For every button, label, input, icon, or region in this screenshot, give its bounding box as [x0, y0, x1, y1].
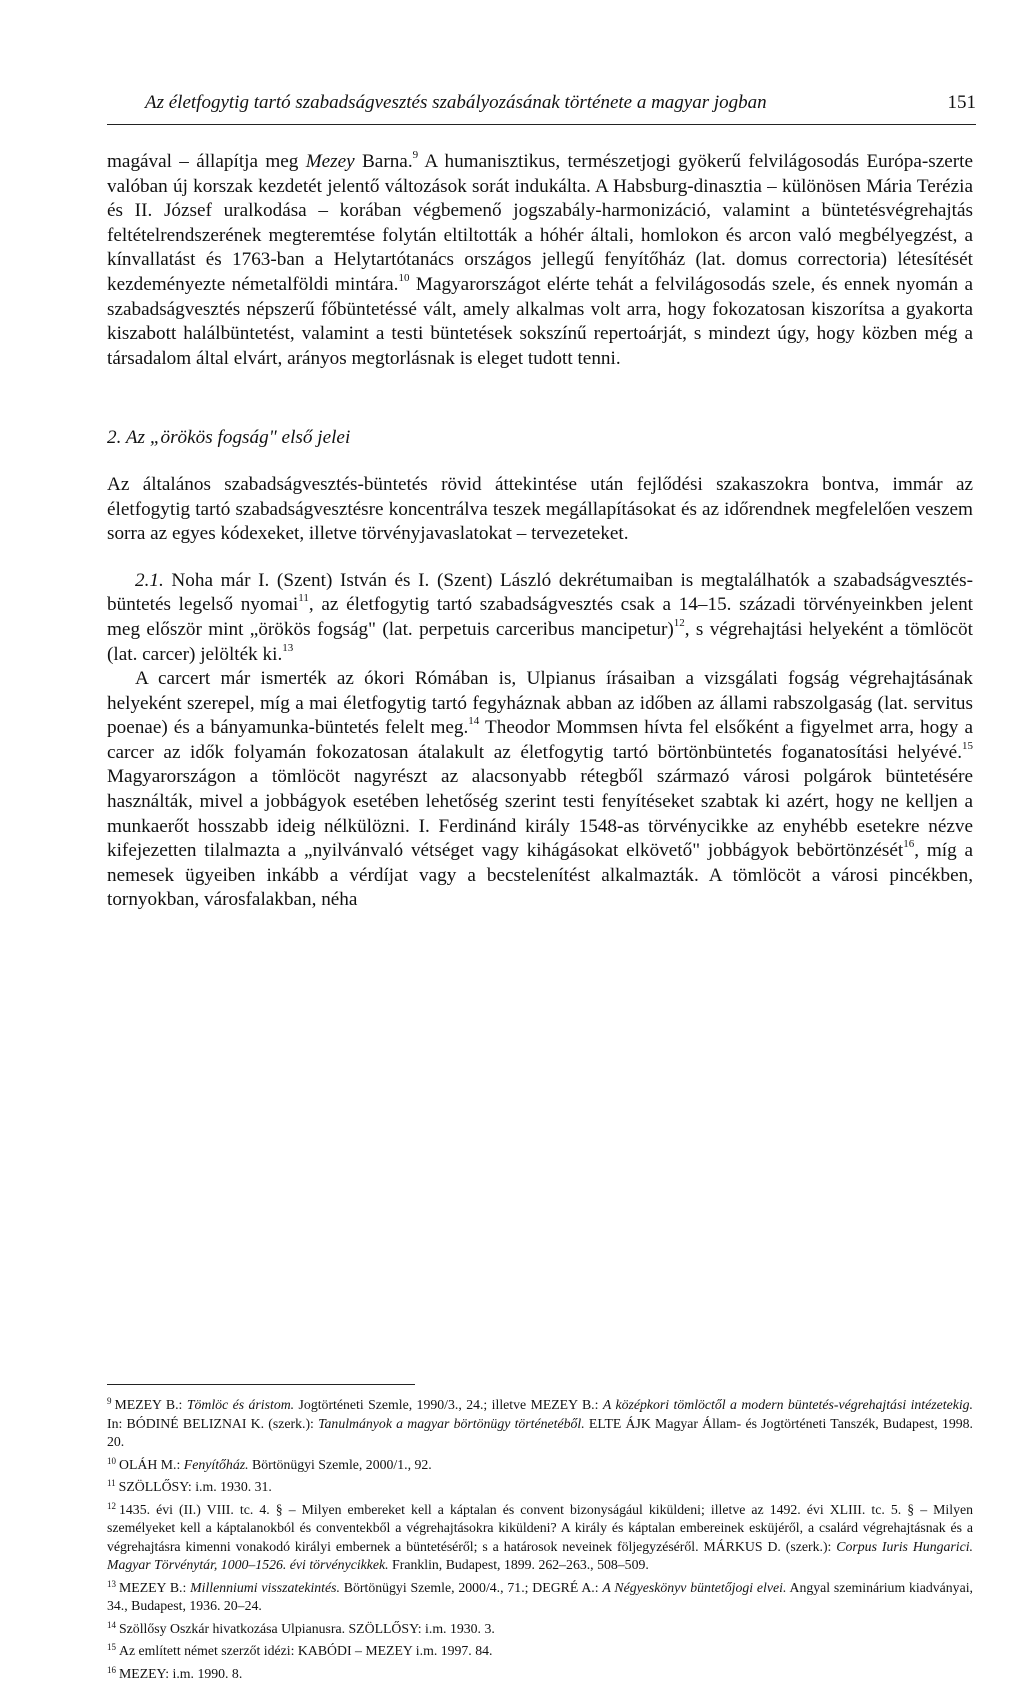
footnote-number: 14 [107, 1620, 116, 1630]
footnote-text: Corpus Iuris Hungarici. Magyar Törvénytár, 1000–1526. évi törvénycikkek. [107, 1539, 973, 1573]
subsection-number: 2.1. [135, 570, 164, 591]
page-header [107, 92, 976, 120]
footnote-text: OLÁH M.: [119, 1457, 184, 1472]
footnotes [107, 1392, 973, 1683]
paragraph: Az általános szabadságvesztés-büntetés rövid áttekintése után fejlődési szakaszokra bontva, immár az életfogytig tartó szabadságvesztésre koncentrálva teszek megállapításokat és az időrendnek megfelelően veszem sorra az egyes kódexeket, illetve törvényjavaslatokat – tervezeteket. [107, 473, 973, 547]
footnote-divider [107, 1384, 415, 1385]
footnote-text: Fenyítőház. [184, 1457, 249, 1472]
footnote-text: In: BÓDINÉ BELIZNAI K. (szerk.): [107, 1416, 318, 1431]
footnote-text: Börtönügyi Szemle, 2000/1., 92. [249, 1457, 432, 1472]
footnote-ref[interactable]: 9 [413, 149, 419, 161]
footnote-number: 13 [107, 1579, 116, 1589]
page-number: 151 [948, 92, 977, 114]
text-run: A humanisztikus, természetjogi gyökerű felvilágosodás Európa-szerte valóban új korszak kezdetét jelentő változások sorát indukálta. A Habsburg-dinasztia – különösen Mária Terézia és II. József uralkodása – korában végbemenő jogszabály-harmonizáció, valamint a büntetésvégrehajtás feltételrendszerének megteremtése folytán eltiltották a hóhér általi, homlokon és arcon való megbélyegzést, a kínvallatást és 1763-ban a Helytartótanács országos jellegű fenyítőház (lat. domus correctoria) létesítését kezdeményezte németalföldi mintára. [107, 151, 973, 295]
footnote-number: 11 [107, 1478, 116, 1488]
paragraph [107, 569, 973, 667]
text-run: Noha már I. (Szent) István és I. (Szent) László dekrétumaiban is megtalálhatók a szabadságvesztés-büntetés legelső nyomai [107, 570, 973, 616]
footnote-text: Angyal szeminárium kiadványai, 34., Budapest, 1936. 20–24. [107, 1580, 973, 1614]
footnote-ref[interactable]: 16 [903, 838, 914, 850]
footnote-text: MEZEY B.: [119, 1580, 190, 1595]
body-text [107, 150, 973, 913]
footnote-text: SZÖLLŐSY: i.m. 1930. 31. [119, 1479, 272, 1494]
footnote [107, 1474, 973, 1497]
footnote-text: Börtönügyi Szemle, 2000/4., 71.; DEGRÉ A.: [340, 1580, 602, 1595]
footnote-number: 9 [107, 1396, 112, 1406]
footnote-text: Jogtörténeti Szemle, 1990/3., 24.; illetve MEZEY B.: [294, 1397, 603, 1412]
footnote [107, 1497, 973, 1575]
footnote-ref[interactable]: 11 [298, 592, 309, 604]
footnote-text: MEZEY B.: [115, 1397, 187, 1412]
paragraph [107, 667, 973, 913]
text-run: magával – állapítja meg [107, 151, 306, 172]
author-name: Mezey [306, 151, 355, 172]
text-run: A carcert már ismerték az ókori Rómában is, Ulpianus írásaiban a vizsgálati fogság végrehajtásának helyeként szerepel, míg a mai életfogytig tartó fegyháznak abban az időben az állami rabszolgaság (lat. servitus poenae) és a bányamunka-büntetés felelt meg. [107, 668, 973, 738]
text-run: Theodor Mommsen hívta fel elsőként a figyelmet arra, hogy a carcer az idők folyamán fokozatosan átalakult az életfogytig tartó börtönbüntetés foganatosítási helyévé. [107, 717, 973, 763]
text-run: , s végrehajtási helyeként a tömlöcöt (lat. carcer) jelölték ki. [107, 619, 973, 665]
footnote-ref[interactable]: 10 [398, 272, 409, 284]
footnote [107, 1575, 973, 1616]
footnote-text: 1435. évi (II.) VIII. tc. 4. § – Milyen embereket kell a káptalan és convent bizonyságául kiküldeni; illetve az 1492. évi XLIII. tc. 5. § – Milyen személyeket kell a káptalanokból és conventekből a végrehajtásokra kiküldeni? A király és káptalan embereinek esküjéről, a csalárd végrehajtásnak és a végrehajtásra kimenni vonakodó királyi embernek a büntetéséről; s a határosok neveinek följegyzéséről. MÁRKUS D. (szerk.): [107, 1502, 973, 1554]
footnote-text: A Négyeskönyv büntetőjogi elvei. [602, 1580, 786, 1595]
footnote-text: A középkori tömlöctől a modern büntetés-végrehajtási intézetekig. [603, 1397, 973, 1412]
footnote-text: Tömlöc és áristom. [187, 1397, 294, 1412]
footnote-text: Franklin, Budapest, 1899. 262–263., 508–509. [389, 1557, 649, 1572]
paragraph [107, 150, 973, 371]
header-divider [107, 124, 976, 125]
text-run: Magyarországot elérte tehát a felvilágosodás szele, és ennek nyomán a szabadságvesztés népszerű főbüntetéssé vált, amely alkalmas volt arra, hogy fokozatosan kiszorítsa a gyakorta kiszabott halálbüntetést, valamint a testi büntetések sokszínű repertoárját, s mindezt úgy, hogy közben még a társadalom által elvárt, arányos megtorlásnak is eleget tudott tenni. [107, 274, 973, 369]
footnote-number: 16 [107, 1665, 116, 1675]
footnote [107, 1452, 973, 1475]
footnote-number: 15 [107, 1642, 116, 1652]
footnote-text: Az említett német szerzőt idézi: KABÓDI – MEZEY i.m. 1997. 84. [119, 1643, 492, 1658]
footnote-ref[interactable]: 14 [468, 715, 479, 727]
footnote [107, 1616, 973, 1639]
footnote-number: 10 [107, 1456, 116, 1466]
footnote [107, 1661, 973, 1683]
footnote-ref[interactable]: 12 [674, 617, 685, 629]
footnote-text: MEZEY: i.m. 1990. 8. [119, 1666, 242, 1681]
footnote-text: Millenniumi visszatekintés. [190, 1580, 340, 1595]
footnote [107, 1638, 973, 1661]
section-heading: 2. Az „örökös fogság" első jelei [107, 426, 973, 451]
text-run: , míg a nemesek ügyeiben inkább a vérdíjat vagy a becstelenítést alkalmazták. A tömlöcöt a városi pincékben, tornyokban, városfalakban, néha [107, 840, 973, 910]
text-run: Barna. [355, 151, 413, 172]
footnote-ref[interactable]: 13 [282, 642, 293, 654]
text-run: , az életfogytig tartó szabadságvesztés csak a 14–15. századi törvényeinkben jelent meg először mint „örökös fogság" (lat. perpetuis carceribus mancipetur) [107, 594, 973, 640]
text-run: Magyarországon a tömlöcöt nagyrészt az alacsonyabb rétegből származó városi polgárok büntetésére használták, mivel a jobbágyok esetében lehetőség szerint testi fenyítéseket szabtak ki azért, hogy ne kelljen a munkaerőt hosszabb ideig nélkülözni. I. Ferdinánd király 1548-as törvénycikke az enyhébb esetekre nézve kifejezetten tilalmazta a „nyilvánvaló vétséget vagy kihágásokat elkövető" jobbágyok bebörtönzését [107, 766, 973, 861]
footnote-text: ELTE ÁJK Magyar Állam- és Jogtörténeti Tanszék, Budapest, 1998. 20. [107, 1416, 973, 1450]
running-title: Az életfogytig tartó szabadságvesztés szabályozásának története a magyar jogban [145, 92, 767, 114]
footnote-number: 12 [107, 1501, 116, 1511]
footnote-ref[interactable]: 15 [962, 740, 973, 752]
footnote [107, 1392, 973, 1452]
footnote-text: Szöllősy Oszkár hivatkozása Ulpianusra. SZÖLLŐSY: i.m. 1930. 3. [119, 1621, 495, 1636]
footnote-text: Tanulmányok a magyar börtönügy történetéből. [318, 1416, 585, 1431]
